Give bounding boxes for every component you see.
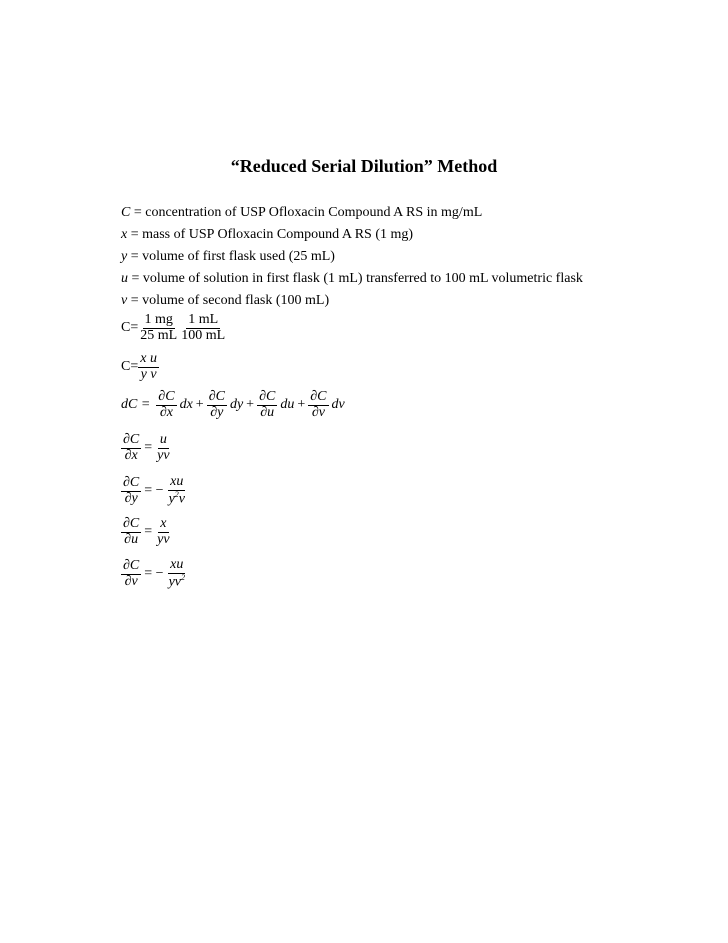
denominator — [167, 491, 187, 507]
denominator: ∂v — [124, 573, 138, 589]
denominator: 100 mL — [181, 327, 226, 343]
numerator: ∂C — [158, 389, 175, 404]
denominator: ∂x — [124, 447, 138, 463]
den-base: y — [168, 491, 175, 507]
denominator: 25 mL — [140, 327, 178, 343]
exponent: 2 — [181, 572, 185, 582]
numerator: 1 mg — [144, 312, 173, 327]
equals-sign: = — [144, 524, 153, 540]
numerator: 1 mL — [188, 312, 219, 327]
numerator: ∂C — [208, 389, 225, 404]
numerator: x u — [140, 351, 157, 366]
partial-u — [121, 517, 172, 547]
partial-y — [121, 475, 187, 507]
definition-text: = volume of first flask used (25 mL) — [127, 249, 335, 264]
numerator: ∂C — [259, 389, 276, 404]
denominator: ∂v — [311, 404, 325, 420]
numerator: ∂C — [123, 557, 140, 573]
fraction — [121, 517, 141, 547]
denominator: yv — [157, 447, 170, 463]
denominator: ∂u — [124, 531, 139, 547]
equals-sign: = − — [144, 483, 164, 499]
definition-text: = volume of second flask (100 mL) — [127, 293, 330, 308]
fraction — [138, 313, 179, 343]
equation-total-differential — [121, 390, 345, 420]
definition-text: = concentration of USP Ofloxacin Compound A RS in mg/mL — [130, 205, 483, 220]
var-y: y — [121, 249, 128, 264]
denominator: ∂y — [124, 490, 138, 506]
numerator: ∂C — [123, 474, 140, 490]
eq-lhs: dC = — [121, 397, 151, 413]
partial-x — [121, 433, 172, 463]
fraction — [257, 390, 277, 420]
numerator: ∂C — [123, 516, 140, 531]
fraction — [167, 475, 187, 507]
fraction — [156, 390, 176, 420]
denominator: ∂y — [210, 404, 224, 420]
numerator: ∂C — [123, 432, 140, 447]
differential: du — [280, 397, 295, 413]
definition-v — [121, 293, 329, 309]
numerator: xu — [170, 557, 184, 572]
differential: dv — [331, 397, 345, 413]
definition-x — [121, 227, 413, 243]
definition-text: = volume of solution in first flask (1 mL) transferred to 100 mL volumetric flask — [128, 271, 583, 286]
plus-sign: + — [246, 397, 255, 413]
definition-u — [121, 271, 583, 287]
definition-c — [121, 205, 482, 221]
eq-lhs: C= — [121, 320, 139, 336]
equation-numeric — [121, 313, 227, 343]
fraction — [155, 433, 171, 463]
fraction — [179, 313, 227, 343]
var-v: v — [121, 293, 128, 308]
plus-sign: + — [195, 397, 204, 413]
var-c: C — [121, 205, 131, 220]
den-tail: v — [178, 491, 185, 507]
equals-sign: = − — [144, 566, 164, 582]
definition-text: = mass of USP Ofloxacin Compound A RS (1 mg) — [127, 227, 414, 242]
differential: dx — [179, 397, 193, 413]
fraction — [308, 390, 328, 420]
den-base: yv — [168, 574, 181, 590]
var-u: u — [121, 271, 128, 286]
equation-symbolic — [121, 352, 159, 382]
fraction — [207, 390, 227, 420]
fraction — [121, 433, 141, 463]
differential: dy — [229, 397, 244, 413]
fraction — [138, 352, 159, 382]
equals-sign: = — [144, 440, 153, 456]
fraction — [167, 558, 187, 590]
denominator: ∂u — [260, 404, 275, 420]
page-title: “Reduced Serial Dilution” Method — [230, 156, 498, 176]
denominator — [167, 574, 187, 590]
numerator: u — [159, 432, 167, 447]
denominator: yv — [157, 531, 170, 547]
definition-y — [121, 249, 335, 265]
denominator: y v — [140, 366, 157, 382]
numerator: x — [160, 516, 167, 531]
denominator: ∂x — [159, 404, 173, 420]
numerator: ∂C — [310, 389, 327, 404]
fraction — [121, 476, 141, 506]
partial-v — [121, 558, 187, 590]
eq-lhs: C= — [121, 359, 139, 375]
numerator: xu — [170, 474, 184, 489]
exponent: 2 — [174, 489, 179, 499]
fraction — [155, 517, 171, 547]
plus-sign: + — [297, 397, 306, 413]
fraction — [121, 559, 141, 589]
var-x: x — [121, 227, 128, 242]
